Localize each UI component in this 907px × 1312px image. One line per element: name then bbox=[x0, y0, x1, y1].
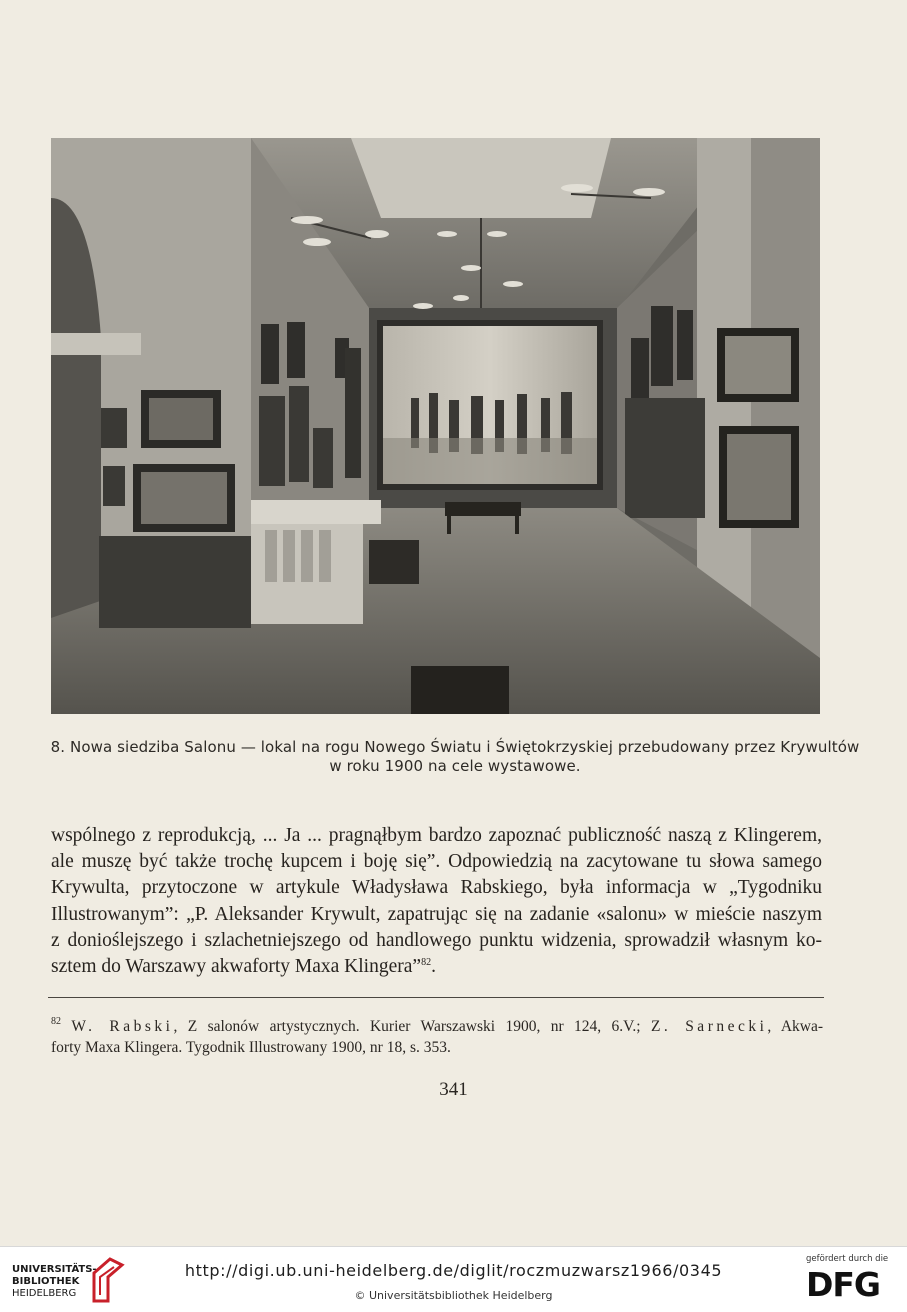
library-line-1: UNIVERSITÄTS- bbox=[12, 1264, 97, 1275]
footnote-number: 82 bbox=[51, 1016, 61, 1027]
body-line-4: Illustrowanym”: „P. Aleksander Krywult, zapatrując się na zadanie «salonu» w mieście naszym bbox=[51, 903, 822, 925]
body-line-6-end: . bbox=[431, 956, 436, 978]
digitization-footer bbox=[0, 1246, 907, 1312]
footnote-divider bbox=[48, 997, 824, 998]
footnote-reference[interactable]: 82 bbox=[421, 957, 432, 969]
body-line-1: wspólnego z reprodukcją, ... Ja ... pragnąłbym bardzo zapoznać publiczność naszą z Klingerem, bbox=[51, 825, 822, 846]
footnote-line-1 bbox=[51, 1016, 823, 1037]
exhibition-hall-photo bbox=[51, 138, 820, 714]
body-line-2: ale muszę być także trochę kupcem i boję się”. Odpowiedzią na zacytowane tu słowa samego bbox=[51, 851, 822, 873]
footnote-text-2: , Akwa- bbox=[767, 1018, 824, 1035]
caption-line-2: w roku 1900 na cele wystawowe. bbox=[329, 757, 581, 775]
caption-line-1: 8. Nowa siedziba Salonu — lokal na rogu Nowego Światu i Świętokrzyskiej przebudowany przez Krywultów bbox=[50, 738, 860, 756]
body-line-6-text: sztem do Warszawy akwaforty Maxa Klingera” bbox=[51, 956, 422, 978]
dfg-funding-label: gefördert durch die bbox=[806, 1254, 889, 1264]
library-line-2: BIBLIOTHEK bbox=[12, 1276, 80, 1287]
body-paragraph bbox=[51, 823, 822, 980]
footnote-text-1: , Z salonów artystycznych. Kurier Warszawski 1900, nr 124, 6.V.; bbox=[173, 1018, 651, 1035]
library-line-3: HEIDELBERG bbox=[12, 1288, 77, 1299]
copyright-notice: © Universitätsbibliothek Heidelberg bbox=[354, 1289, 553, 1302]
page-number: 341 bbox=[439, 1079, 468, 1100]
dfg-logo[interactable]: DFG bbox=[806, 1265, 881, 1304]
figure-caption bbox=[40, 738, 870, 776]
footnote-author-2: Z. Sarnecki bbox=[650, 1018, 768, 1035]
footnote-line-2: forty Maxa Klingera. Tygodnik Illustrowany 1900, nr 18, s. 353. bbox=[51, 1039, 451, 1056]
body-line-6 bbox=[51, 954, 822, 980]
footnote bbox=[51, 1016, 823, 1058]
body-line-3: Krywulta, przytoczone w artykule Władysława Rabskiego, była informacja w „Tygodniku bbox=[51, 877, 822, 899]
footnote-author-1: W. Rabski bbox=[71, 1018, 174, 1035]
body-line-5: z donioślejszego i szlachetniejszego od handlowego punktu widzenia, sprowadził własnym ko- bbox=[51, 929, 822, 951]
source-url-link[interactable]: http://digi.ub.uni-heidelberg.de/diglit/roczmuzwarsz1966/0345 bbox=[184, 1261, 723, 1280]
